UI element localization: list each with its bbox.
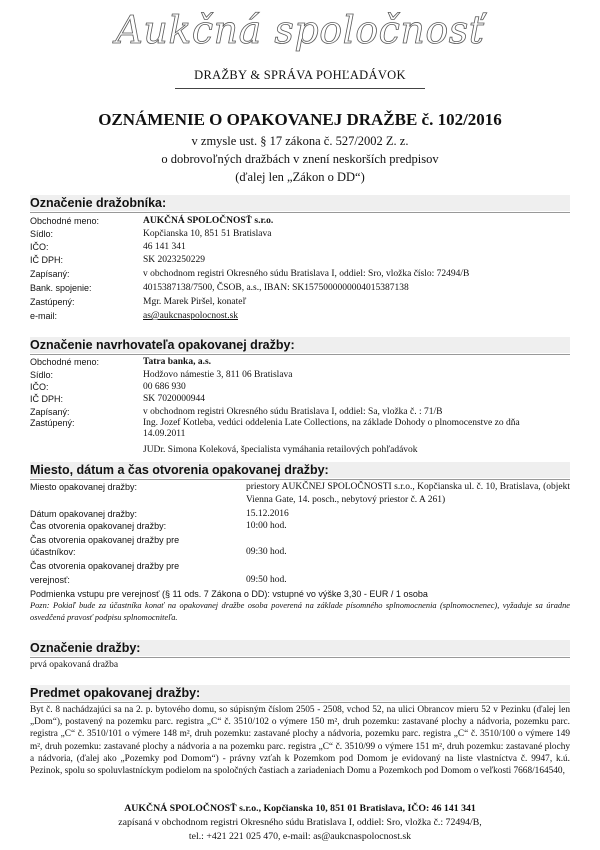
field-value: Kopčianska 10, 851 51 Bratislava: [143, 229, 272, 239]
footer-company-line: AUKČNÁ SPOLOČNOSŤ s.r.o., Kopčianska 10, 851 01 Bratislava, IČO: 46 141 341: [124, 803, 476, 814]
field-label: e-mail:: [30, 311, 58, 321]
field-label: účastníkov:: [30, 547, 76, 557]
field-label: Bank. spojenie:: [30, 283, 92, 293]
section-heading-proposer: Označenie navrhovateľa opakovanej dražby:: [30, 338, 295, 352]
field-label: Zastúpený:: [30, 297, 75, 307]
document-title: OZNÁMENIE O OPAKOVANEJ DRAŽBE č. 102/2016: [98, 110, 502, 129]
section-divider: [30, 212, 570, 213]
field-label: Dátum opakovanej dražby:: [30, 509, 138, 519]
field-value: 46 141 341: [143, 242, 186, 252]
field-label: verejnosť:: [30, 575, 70, 585]
authorization-note: Pozn: Pokiaľ bude za účastníka konať na opakovanej dražbe osoba poverená na základe písomného splnomocnenia (splnomocnenec), vyžaduje sa úradne osvedčená pravosť podpisu splnomocniteľa.: [30, 601, 570, 622]
field-label: IČ DPH:: [30, 255, 64, 265]
field-value: 09:50 hod.: [246, 575, 287, 585]
field-value: 00 686 930: [143, 382, 186, 392]
field-label: Zapísaný:: [30, 407, 70, 417]
field-label: Miesto opakovanej dražby:: [30, 482, 138, 492]
field-value: AUKČNÁ SPOLOČNOSŤ s.r.o.: [143, 216, 274, 226]
field-value: 10:00 hod.: [246, 521, 287, 531]
section-heading-auction-designation: Označenie dražby:: [30, 641, 141, 655]
section-divider: [30, 702, 570, 703]
field-label: Obchodné meno:: [30, 216, 100, 226]
auction-designation-value: prvá opakovaná dražba: [30, 660, 119, 670]
field-value: Tatra banka, a.s.: [143, 357, 212, 367]
section-divider: [30, 354, 570, 355]
auction-place-row: [30, 481, 570, 507]
field-label: Obchodné meno:: [30, 357, 100, 367]
footer-contact-line: tel.: +421 221 025 470, e-mail: as@aukcnaspolocnost.sk: [188, 831, 412, 842]
field-value: priestory AUKČNEJ SPOLOČNOSTI s.r.o., Kopčianska ul. č. 10, Bratislava, (objekt Vienna Gate, 14. posch., nebytový priestor č. A 261): [246, 482, 570, 505]
field-value: v obchodnom registri Okresného súdu Bratislava I, oddiel: Sro, vložka číslo: 72494/B: [143, 269, 470, 279]
field-value: 09:30 hod.: [246, 547, 287, 557]
field-label: IČO:: [30, 242, 49, 252]
email-link[interactable]: as@aukcnaspolocnost.sk: [143, 311, 239, 321]
field-label: Zastúpený:: [30, 418, 75, 428]
entry-fee-line: Podmienka vstupu pre verejnosť (§ 11 ods. 7 Zákona o DD): vstupné vo výške 3,30 - EUR / 1 osoba: [30, 589, 428, 599]
field-label: Čas otvorenia opakovanej dražby pre: [30, 561, 180, 571]
subtitle-line-2: o dobrovoľných dražbách v znení neskorších predpisov: [161, 152, 439, 166]
company-logo: [0, 8, 600, 60]
field-value: Mgr. Marek Piršel, konateľ: [143, 297, 247, 307]
company-tagline: DRAŽBY & SPRÁVA POHĽADÁVOK: [194, 68, 406, 82]
field-value: v obchodnom registri Okresného súdu Bratislava I, oddiel: Sa, vložka č. : 71/B: [143, 407, 443, 417]
subject-description: Byt č. 8 nachádzajúci sa na 2. p. bytového domu, so súpisným číslom 2505 - 2508, vchod 52, na ulici Obrancov mieru 52 v Pezinku (ďalej len „Dom“), postavený na pozemku parc. registra „C“ č. 3510/102 o výmere 150 m², druh pozemku: zastavané plochy a nádvoria, pozemku parc. registra „C“ č. 3510/101 o výmere 148 m², druh pozemku: zastavané plochy a nádvoria, pozemku parc. registra „C“ č. 3510/100 o výmere 149 m², druh pozemku: zastavané plochy a nádvoria a na pozemku parc. registra „C“ č. 3510/99 o výmere 151 m², druh pozemku: zastavané plochy a nádvoria, (ďalej ako „Pozemky pod Domom“) - právny vzťah k Pozemkom pod Domom je evidovaný na liste vlastníctva č. 9947, k.ú. Pezinok, spolu so spoluvlastníckym podielom na spoločných častiach a zariadeniach Domu a Pozemkoch pod Domom o veľkosti 7668/164540,: [30, 705, 570, 777]
section-heading-subject: Predmet opakovanej dražby:: [30, 686, 201, 700]
field-value: 15.12.2016: [246, 509, 289, 519]
field-label: Sídlo:: [30, 370, 54, 380]
field-value: SK 2023250229: [143, 255, 206, 265]
section-heading-auctioneer: Označenie dražobníka:: [30, 196, 167, 210]
logo-text: Aukčná spoločnosť: [115, 8, 485, 52]
field-label: Zapísaný:: [30, 269, 70, 279]
subtitle-line-1: v zmysle ust. § 17 zákona č. 527/2002 Z. z.: [191, 134, 409, 148]
field-value: Hodžovo námestie 3, 811 06 Bratislava: [143, 370, 293, 380]
section-divider: [30, 657, 570, 658]
field-label: Čas otvorenia opakovanej dražby:: [30, 521, 167, 531]
field-value: Ing. Jozef Kotleba, vedúci oddelenia Late Collections, na základe Dohody o plnomocenstve zo dňa 14.09.2011: [143, 418, 520, 439]
field-value: 4015387138/7500, ČSOB, a.s., IBAN: SK1575000000004015387138: [143, 283, 409, 293]
section-heading-place-date-time: Miesto, dátum a čas otvorenia opakovanej dražby:: [30, 463, 329, 477]
field-label: Sídlo:: [30, 229, 54, 239]
field-label: IČ DPH:: [30, 394, 64, 404]
field-label: Čas otvorenia opakovanej dražby pre: [30, 535, 180, 545]
field-value: JUDr. Simona Koleková, špecialista vymáhania retailových pohľadávok: [143, 445, 418, 455]
field-value: SK 7020000944: [143, 394, 206, 404]
subtitle-line-3: (ďalej len „Zákon o DD“): [235, 170, 365, 184]
field-label: IČO:: [30, 382, 49, 392]
header-divider: [175, 88, 425, 89]
footer-register-line: zapísaná v obchodnom registri Okresného súdu Bratislava I, oddiel: Sro, vložka č.: 72494/B,: [118, 817, 482, 828]
section-divider: [30, 479, 570, 480]
